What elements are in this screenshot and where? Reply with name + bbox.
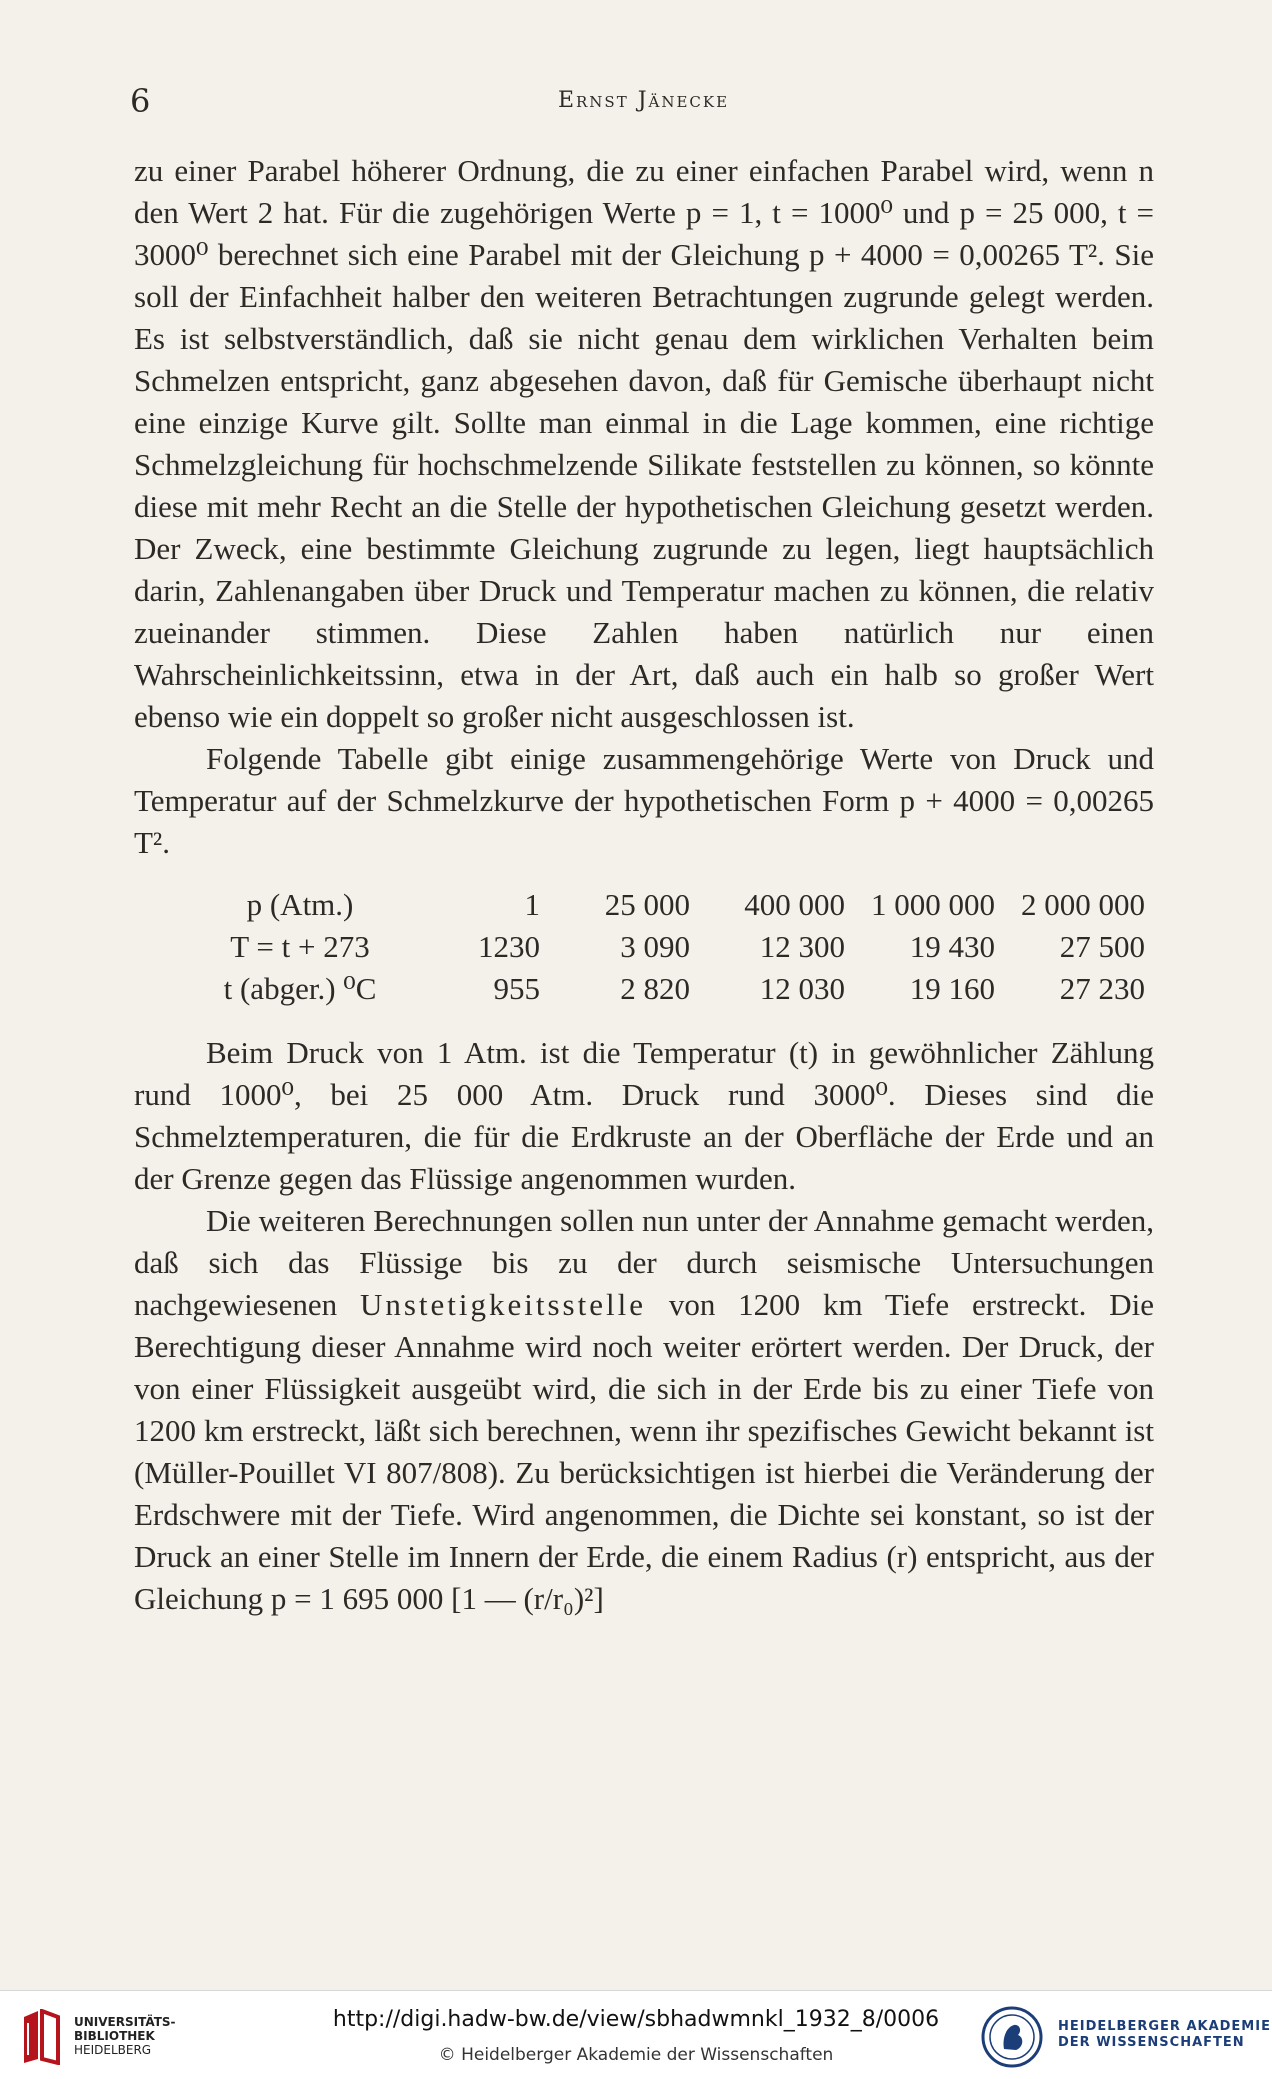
academy-seal-icon[interactable]: [980, 2005, 1044, 2069]
table-row: [170, 968, 1145, 1010]
spaced-term: Unstetigkeitsstelle: [359, 1287, 646, 1322]
table-cell: 12 030: [759, 971, 845, 1006]
pressure-temperature-table: [170, 884, 1145, 1010]
source-url-link[interactable]: http://digi.hadw-bw.de/view/sbhadwmnkl_1932_8/0006: [332, 2007, 940, 2032]
page-number: 6: [130, 82, 151, 120]
table-cell: 1230: [478, 929, 540, 964]
table-cell: 25 000: [604, 887, 690, 922]
table-cell: 1: [524, 887, 540, 922]
table-cell: 27 230: [1059, 971, 1145, 1006]
table-cell: 27 500: [1059, 929, 1145, 964]
page-header: [130, 82, 1157, 122]
table-cell: 12 300: [759, 929, 845, 964]
table-cell: 19 160: [909, 971, 995, 1006]
table-cell: 1 000 000: [871, 887, 995, 922]
table-row: [170, 926, 1145, 968]
hak-line-1: HEIDELBERGER AKADEMIE: [1058, 2019, 1271, 2034]
ub-line-3: HEIDELBERG: [74, 2043, 152, 2057]
paragraph-2: Folgende Tabelle gibt einige zusammengehörige Werte von Druck und Temperatur auf der Schmelzkurve der hypothetischen Form p + 4000 = 0,00265 T².: [134, 741, 1154, 860]
ub-line-2: BIBLIOTHEK: [74, 2029, 155, 2043]
paragraph-4-part-a: Die weiteren Berechnungen sollen nun unter der Annahme gemacht werden, daß sich das Flüssige bis zu der durch seismische Untersuchungen nachgewiesenen: [134, 1203, 1154, 1322]
paragraph-3: Beim Druck von 1 Atm. ist die Temperatur (t) in gewöhnlicher Zählung rund 1000⁰, bei 25 000 Atm. Druck rund 3000⁰. Dieses sind die Schmelztemperaturen, die für die Erdkruste an der Oberfläche der Erde und an der Grenze gegen das Flüssige angenommen wurden.: [134, 1035, 1154, 1196]
paragraph-1: zu einer Parabel höherer Ordnung, die zu einer einfachen Parabel wird, wenn n den Wert 2 hat. Für die zugehörigen Werte p = 1, t = 1000⁰ und p = 25 000, t = 3000⁰ berechnet sich eine Parabel mit der Gleichung p + 4000 = 0,00265 T². Sie soll der Einfachheit halber den weiteren Betrachtungen zugrunde gelegt werden. Es ist selbstverständlich, daß sie nicht genau dem wirklichen Verhalten beim Schmelzen entspricht, ganz abgesehen davon, daß für Gemische überhaupt nicht eine einzige Kurve gilt. Sollte man einmal in die Lage kommen, eine richtige Schmelzgleichung für hochschmelzende Silikate feststellen zu können, so könnte diese mit mehr Recht an die Stelle der hypothetischen Gleichung gesetzt werden. Der Zweck, eine bestimmte Gleichung zugrunde zu legen, liegt hauptsächlich darin, Zahlenangaben über Druck und Temperatur machen zu können, die relativ zueinander stimmen. Diese Zahlen haben natürlich nur einen Wahrscheinlichkeitssinn, etwa in der Art, daß auch ein halb so großer Wert ebenso wie ein doppelt so großer nicht ausgeschlossen ist.: [134, 153, 1154, 734]
row-label: t (abger.) ⁰C: [223, 971, 377, 1006]
paragraph-4: [134, 1200, 1154, 1620]
table-cell: 400 000: [744, 887, 845, 922]
row-label: T = t + 273: [230, 929, 370, 964]
body-text: [134, 150, 1154, 1620]
hak-line-2: DER WISSENSCHAFTEN: [1058, 2035, 1245, 2050]
table-cell: 3 090: [620, 929, 690, 964]
paragraph-4-part-b: von 1200 km Tiefe erstreckt. Die Berechtigung dieser Annahme wird noch weiter erörtert werden. Der Druck, der von einer Flüssigkeit ausgeübt wird, die sich in der Erde bis zu einer Tiefe von 1200 km erstreckt, läßt sich berechnen, wenn ihr spezifisches Gewicht bekannt ist (Müller-Pouillet VI 807/808). Zu berücksichtigen ist hierbei die Veränderung der Erdschwere mit der Tiefe. Wird angenommen, die Dichte sei konstant, so ist der Druck an einer Stelle im Innern der Erde, die einem Radius (r) entspricht, aus der Gleichung p = 1 695 000 [1 — (r/r₀)²]: [134, 1287, 1155, 1616]
table-cell: 955: [493, 971, 540, 1006]
copyright-notice: © Heidelberger Akademie der Wissenschaften: [438, 2045, 834, 2065]
row-label: p (Atm.): [246, 887, 354, 922]
table-cell: 2 820: [620, 971, 690, 1006]
table-row: [170, 884, 1145, 926]
academy-name: [1058, 2019, 1271, 2051]
table-cell: 19 430: [909, 929, 995, 964]
table-cell: 2 000 000: [1021, 887, 1145, 922]
running-head: Ernst Jänecke: [557, 88, 730, 113]
footer-bar: [0, 1990, 1272, 2079]
ub-line-1: UNIVERSITÄTS-: [74, 2015, 176, 2029]
